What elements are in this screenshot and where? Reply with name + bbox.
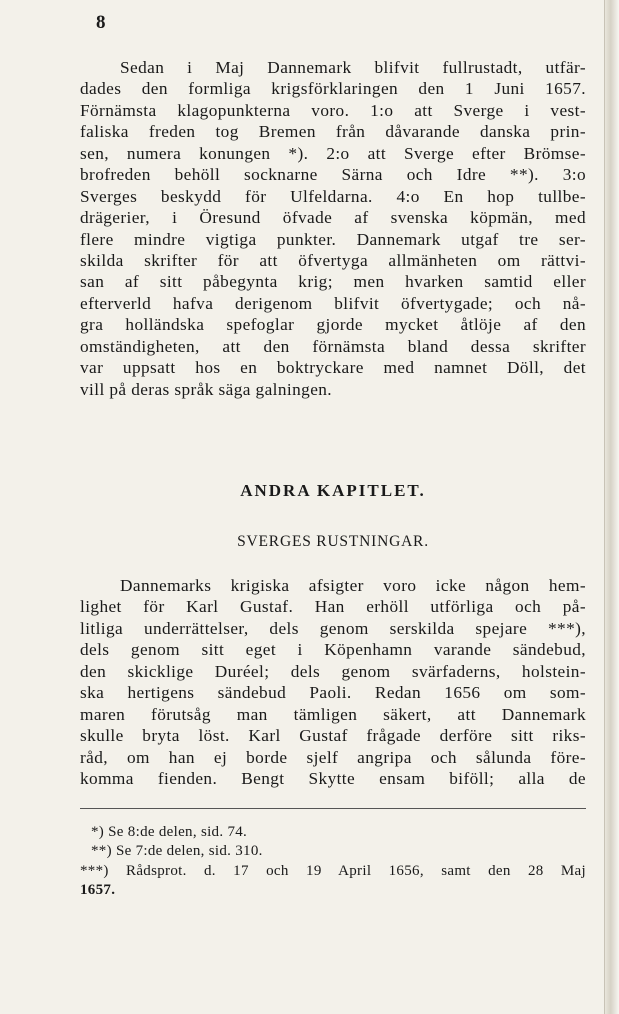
text-line: Dannemarks krigiska afsigter voro icke någon hem-: [120, 576, 586, 595]
paragraph-1: [80, 57, 586, 400]
text-line: Förnämsta klagopunkterna voro. 1:o att Sverge i vest-: [80, 100, 586, 120]
text-line: skilda skrifter för att öfvertyga allmänheten om rättvi-: [80, 250, 586, 270]
text-line: lighet för Karl Gustaf. Han erhöll utförliga och på-: [80, 597, 586, 617]
text-line: dels genom sitt eget i Köpenhamn varande sändebud,: [80, 640, 586, 660]
page-number: 8: [96, 12, 106, 33]
footnote-divider: [80, 808, 586, 809]
text-line: faliska freden tog Bremen från dåvarande danska prin-: [80, 122, 586, 142]
footnotes: [80, 823, 586, 901]
chapter-subheading: SVERGES RUSTNINGAR.: [237, 533, 429, 550]
text-line: sen, numera konungen *). 2:o att Sverge efter Brömse-: [80, 143, 586, 163]
text-line: flere mindre vigtiga punkter. Dannemark utgaf tre ser-: [80, 229, 586, 249]
text-line: skulle bryta löst. Karl Gustaf frågade derföre sitt riks-: [80, 726, 586, 746]
text-line: Sverges beskydd för Ulfeldarna. 4:o En hop tullbe-: [80, 186, 586, 206]
text-line: råd, om han ej borde sjelf angripa och sålunda före-: [80, 747, 586, 767]
text-line: ska hertigens sändebud Paoli. Redan 1656 om som-: [80, 683, 586, 703]
text-line: gra holländska spefoglar gjorde mycket åtlöje af den: [80, 315, 586, 335]
text-line: den skicklige Duréel; dels genom svärfaderns, holstein-: [80, 661, 586, 681]
footnote-line: 1657.: [80, 882, 116, 899]
text-line: var uppsatt hos en boktryckare med namnet Döll, det: [80, 358, 586, 378]
paragraph-2: [80, 575, 586, 789]
page-edge: [604, 0, 619, 1014]
text-line: litliga underrättelser, dels genom serskilda spejare ***),: [80, 618, 586, 638]
text-line: brofreden behöll socknarne Särna och Idre **). 3:o: [80, 165, 586, 185]
text-line: dades den formliga krigsförklaringen den 1 Juni 1657.: [80, 79, 586, 99]
text-line: komma fienden. Bengt Skytte ensam biföll; alla de: [80, 768, 586, 788]
text-line: maren förutsåg man tämligen säkert, att Dannemark: [80, 704, 586, 724]
text-line: Sedan i Maj Dannemark blifvit fullrustadt, utfär-: [120, 58, 586, 77]
text-line: drägerier, i Öresund öfvade af svenska köpmän, med: [80, 208, 586, 228]
text-line: efterverld hafva derigenom blifvit öfvertygade; och nå-: [80, 293, 586, 313]
footnote-line: ***) Rådsprot. d. 17 och 19 April 1656, samt den 28 Maj: [80, 862, 586, 879]
text-line: omständigheten, att den förnämsta bland dessa skrifter: [80, 336, 586, 356]
chapter-heading: ANDRA KAPITLET.: [240, 481, 426, 500]
footnote-line: *) Se 8:de delen, sid. 74.: [91, 824, 248, 840]
text-line: vill på deras språk säga galningen.: [80, 379, 333, 399]
footnote-line: **) Se 7:de delen, sid. 310.: [91, 843, 263, 860]
text-line: san af sitt påbegynta krig; men hvarken samtid eller: [80, 272, 586, 292]
